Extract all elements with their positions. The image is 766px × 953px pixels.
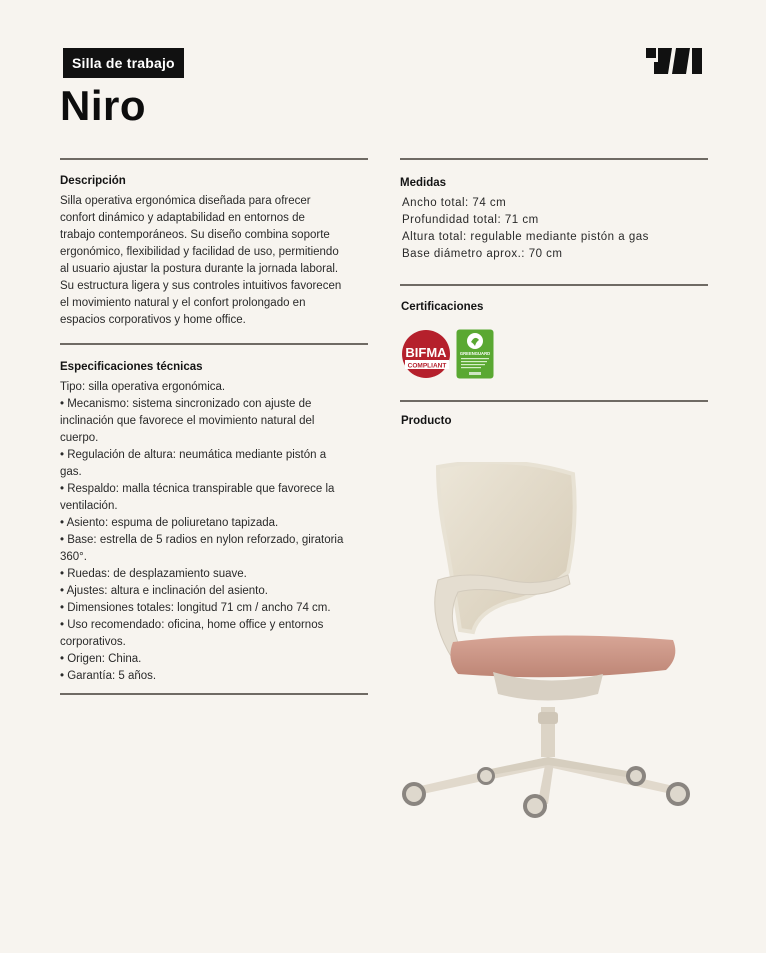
caster (477, 767, 495, 785)
spec-line: • Asiento: espuma de poliuretano tapizada. (60, 517, 279, 529)
description-line: al usuario ajustar la postura durante la jornada laboral. (60, 263, 339, 275)
divider (60, 158, 368, 160)
description-line: el movimiento natural y el confort prolongado en (60, 297, 306, 309)
description-line: Silla operativa ergonómica diseñada para ofrecer (60, 195, 311, 207)
spec-line: • Garantía: 5 años. (60, 670, 157, 682)
spec-line: Tipo: silla operativa ergonómica. (60, 381, 226, 393)
bifma-badge-title: BIFMA (405, 345, 447, 360)
brand-logo-icon (646, 48, 702, 74)
description-heading: Descripción (60, 175, 126, 187)
office-chair-illustration (398, 462, 698, 827)
spec-line: • Ajustes: altura e inclinación del asiento. (60, 585, 268, 597)
divider (60, 343, 368, 345)
divider (400, 158, 708, 160)
caster (402, 782, 426, 806)
caster (523, 794, 547, 818)
greenguard-badge-title: GREENGUARD (459, 351, 491, 356)
bifma-badge-sub: COMPLIANT (407, 362, 447, 370)
measure-line: Ancho total: 74 cm (402, 197, 507, 209)
description-line: ergonómico, flexibilidad y facilidad de uso, permitiendo (60, 246, 339, 258)
product-heading: Producto (401, 415, 452, 427)
spec-line: 360°. (60, 551, 87, 563)
spec-line: • Ruedas: de desplazamiento suave. (60, 568, 247, 580)
spec-line: inclinación que favorece el movimiento natural del (60, 415, 315, 427)
certifications-heading: Certificaciones (401, 301, 484, 313)
spec-line: cuerpo. (60, 432, 99, 444)
bifma-badge-icon (401, 329, 453, 379)
measure-line: Altura total: regulable mediante pistón a gas (402, 231, 649, 243)
description-line: trabajo contemporáneos. Su diseño combina soporte (60, 229, 330, 241)
measures-heading: Medidas (400, 177, 447, 189)
spec-line: • Uso recomendado: oficina, home office y entornos (60, 619, 324, 631)
spec-line: ventilación. (60, 500, 118, 512)
description-text (60, 193, 370, 329)
description-line: Su estructura ligera y sus controles intuitivos favorecen (60, 280, 342, 292)
description-line: confort dinámico y adaptabilidad en entornos de (60, 212, 305, 224)
caster (666, 782, 690, 806)
spec-line: • Origen: China. (60, 653, 142, 665)
spec-line: corporativos. (60, 636, 126, 648)
measure-line: Profundidad total: 71 cm (402, 214, 539, 226)
measure-line: Base diámetro aprox.: 70 cm (402, 248, 563, 260)
divider (60, 693, 368, 695)
measures-text (402, 195, 708, 263)
spec-line: • Dimensiones totales: longitud 71 cm / ancho 74 cm. (60, 602, 331, 614)
divider (400, 400, 708, 402)
greenguard-badge-icon (456, 329, 494, 379)
product-title: Niro (60, 82, 146, 129)
spec-line: • Respaldo: malla técnica transpirable que favorece la (60, 483, 335, 495)
category-tag: Silla de trabajo (63, 48, 184, 78)
spec-line: • Regulación de altura: neumática mediante pistón a (60, 449, 327, 461)
description-line: espacios corporativos y home office. (60, 314, 246, 326)
spec-line: • Mecanismo: sistema sincronizado con ajuste de (60, 398, 312, 410)
specs-text (60, 379, 370, 685)
spec-line: • Base: estrella de 5 radios en nylon reforzado, giratoria (60, 534, 344, 546)
specs-heading: Especificaciones técnicas (60, 361, 203, 373)
caster (626, 766, 646, 786)
spec-line: gas. (60, 466, 82, 478)
divider (400, 284, 708, 286)
